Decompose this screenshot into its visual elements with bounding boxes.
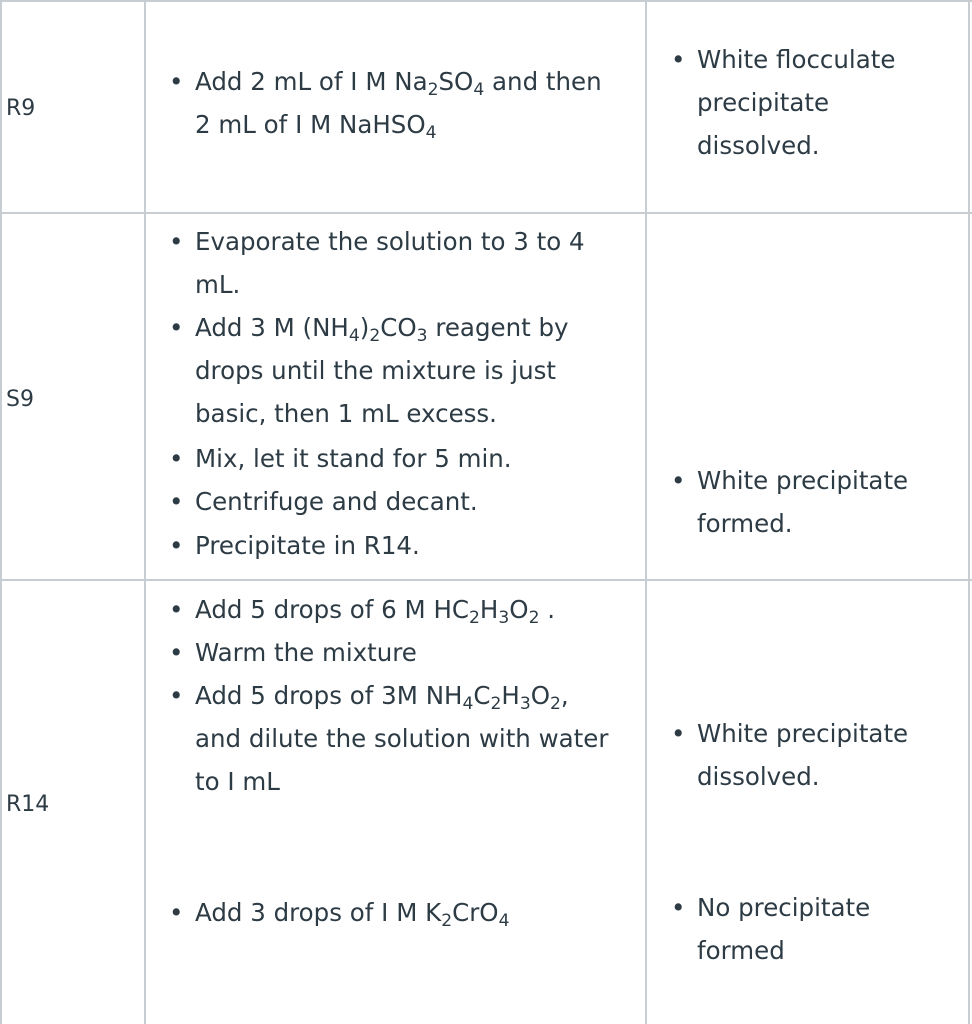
observation-line: dissolved.: [697, 131, 820, 160]
bullet-icon: •: [169, 638, 184, 667]
procedure-item: [169, 891, 510, 934]
procedure-line: Add 3 drops of I M $K_2CrO_4$: [195, 898, 510, 931]
procedure-item: [169, 60, 602, 146]
observation-line: formed.: [697, 509, 793, 538]
procedure-line: Mix, let it stand for 5 min.: [195, 444, 512, 473]
bullet-icon: •: [169, 595, 184, 624]
procedure-item: [169, 674, 609, 803]
observation-item: [671, 459, 909, 545]
procedure-line: Centrifuge and decant.: [195, 487, 478, 516]
procedure-line: Add 3 M $(NH_4)_2CO_3$ reagent by: [195, 313, 569, 346]
observation-line: White precipitate: [697, 719, 909, 748]
observation-line: White precipitate: [697, 466, 909, 495]
observation-item: [671, 886, 871, 972]
procedure-line: drops until the mixture is just: [195, 356, 557, 385]
procedure-item: [169, 480, 478, 523]
bullet-icon: •: [169, 444, 184, 473]
table-border-top: [0, 0, 972, 2]
procedure-item: [169, 524, 420, 567]
procedure-line: Warm the mixture: [195, 638, 417, 667]
bullet-icon: •: [169, 67, 184, 96]
procedure-item: [169, 437, 512, 480]
row-label-r9: R9: [6, 96, 36, 121]
observation-line: dissolved.: [697, 762, 820, 791]
observation-line: White flocculate: [697, 45, 896, 74]
observation-item: [671, 38, 896, 167]
bullet-icon: •: [169, 898, 184, 927]
procedure-item: [169, 631, 417, 674]
procedure-line: Add 5 drops of 3M $NH_4C_2H_3O_2$,: [195, 681, 569, 714]
procedure-line: Add 5 drops of 6 M $HC_2H_3O_2$ .: [195, 595, 556, 628]
bullet-icon: •: [169, 531, 184, 560]
bullet-icon: •: [169, 681, 184, 710]
bullet-icon: •: [169, 313, 184, 342]
bullet-icon: •: [671, 719, 686, 748]
table-border-right: [968, 0, 970, 1024]
bullet-icon: •: [169, 227, 184, 256]
column-divider-1: [144, 0, 146, 1024]
row-label-s9: S9: [6, 387, 34, 412]
procedure-line: to I mL: [195, 767, 280, 796]
bullet-icon: •: [671, 893, 686, 922]
column-divider-2: [645, 0, 647, 1024]
procedure-line: mL.: [195, 270, 241, 299]
procedure-line: and dilute the solution with water: [195, 724, 609, 753]
row-divider-2: [0, 579, 972, 581]
procedure-line: 2 mL of I M NaHSO$_4$: [195, 110, 437, 143]
procedure-line: basic, then 1 mL excess.: [195, 399, 497, 428]
row-divider-1: [0, 212, 972, 214]
procedure-item: [169, 306, 569, 435]
bullet-icon: •: [169, 487, 184, 516]
observation-line: No precipitate: [697, 893, 871, 922]
procedure-line: Precipitate in R14.: [195, 531, 420, 560]
procedure-item: [169, 220, 585, 306]
procedure-line: Evaporate the solution to 3 to 4: [195, 227, 585, 256]
observation-line: precipitate: [697, 88, 830, 117]
observation-line: formed: [697, 936, 785, 965]
bullet-icon: •: [671, 466, 686, 495]
procedure-line: Add 2 mL of I M $Na_2SO_4$ and then: [195, 67, 602, 100]
procedure-item: [169, 588, 556, 631]
bullet-icon: •: [671, 45, 686, 74]
row-label-r14: R14: [6, 792, 50, 817]
observation-item: [671, 712, 909, 798]
table-border-left: [0, 0, 2, 1024]
